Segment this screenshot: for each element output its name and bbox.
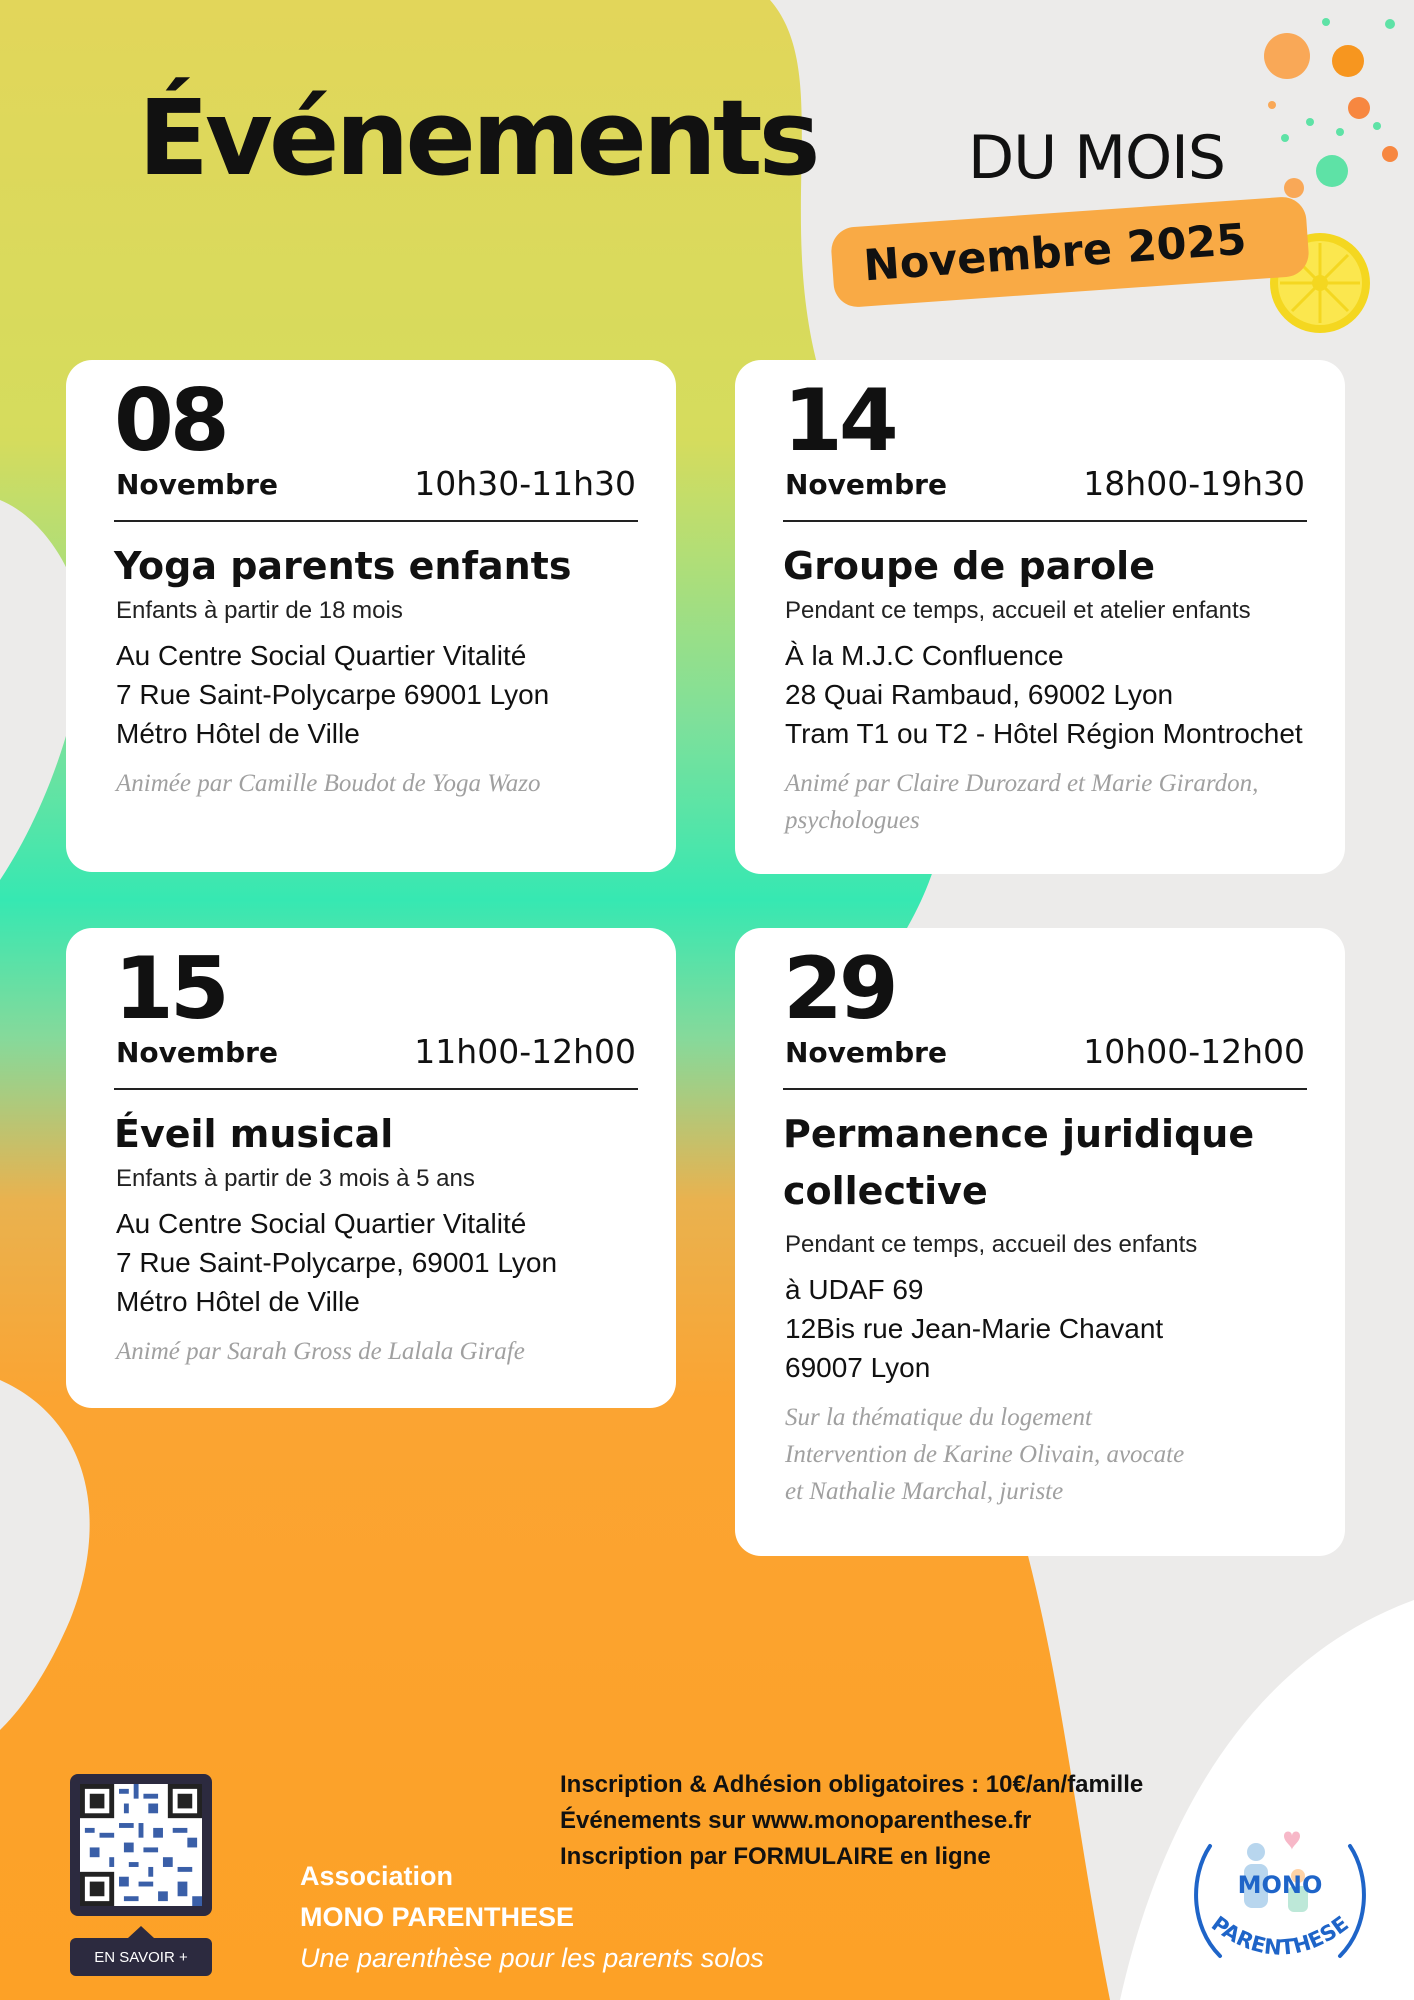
mono-parenthese-logo — [1180, 1816, 1380, 1986]
event-address-line: Tram T1 ou T2 - Hôtel Région Montrochet — [785, 718, 1303, 749]
event-time: 11h00-12h00 — [414, 1032, 636, 1071]
event-card-permanence-juridique — [735, 928, 1345, 1556]
event-address-line: 28 Quai Rambaud, 69002 Lyon — [785, 679, 1174, 710]
event-day: 14 — [783, 371, 895, 471]
event-host: Animé par Sarah Gross de Lalala Girafe — [116, 1338, 525, 1365]
divider — [783, 1088, 1307, 1090]
event-title: Groupe de parole — [783, 544, 1155, 588]
logo-text-top: MONO — [1237, 1871, 1323, 1899]
event-title: Éveil musical — [114, 1112, 394, 1156]
event-title: Yoga parents enfants — [114, 544, 572, 588]
decorative-dots — [1264, 18, 1398, 198]
event-host: Animé par Claire Durozard et Marie Girardon, — [785, 770, 1259, 797]
event-day: 29 — [783, 939, 895, 1039]
assoc-tagline: Une parenthèse pour les parents solos — [300, 1943, 764, 1973]
event-month: Novembre — [116, 1036, 278, 1069]
event-address-line: à UDAF 69 — [785, 1274, 924, 1305]
assoc-name: MONO PARENTHESE — [300, 1902, 575, 1932]
info-line: Inscription & Adhésion obligatoires : 10€/an/famille — [560, 1771, 1144, 1798]
event-card-eveil-musical — [66, 928, 676, 1408]
event-address-line: 7 Rue Saint-Polycarpe 69001 Lyon — [116, 679, 550, 710]
month-label: Novembre 2025 — [862, 214, 1248, 292]
event-address-line: Au Centre Social Quartier Vitalité — [116, 640, 527, 671]
divider — [783, 520, 1307, 522]
event-card-yoga — [66, 360, 676, 872]
event-note-line: Sur la thématique du logement — [785, 1404, 1092, 1431]
event-address-line: 69007 Lyon — [785, 1352, 931, 1383]
divider — [114, 520, 638, 522]
event-month: Novembre — [116, 468, 278, 501]
event-note-line: Intervention de Karine Olivain, avocate — [785, 1441, 1185, 1468]
qr-code-icon — [80, 1784, 202, 1906]
page-subtitle: DU MOIS — [968, 123, 1225, 193]
event-time: 10h00-12h00 — [1083, 1032, 1305, 1071]
page-title: Événements — [138, 77, 817, 199]
event-time: 18h00-19h30 — [1083, 464, 1305, 503]
event-audience: Enfants à partir de 18 mois — [116, 597, 403, 624]
logo-text-bottom: PARENTHESE — [1207, 1911, 1353, 1960]
assoc-label: Association — [300, 1861, 454, 1891]
event-day: 15 — [114, 939, 226, 1039]
event-host: Animée par Camille Boudot de Yoga Wazo — [116, 770, 541, 797]
event-month: Novembre — [785, 1036, 947, 1069]
event-card-groupe-parole — [735, 360, 1345, 874]
event-title: collective — [783, 1169, 988, 1213]
event-title: Permanence juridique — [783, 1112, 1255, 1156]
event-month: Novembre — [785, 468, 947, 501]
event-address-line: 7 Rue Saint-Polycarpe, 69001 Lyon — [116, 1247, 558, 1278]
event-audience: Pendant ce temps, accueil et atelier enfants — [785, 597, 1251, 624]
event-address-line: Métro Hôtel de Ville — [116, 718, 360, 749]
info-line: Événements sur www.monoparenthese.fr — [560, 1807, 1032, 1834]
info-line: Inscription par FORMULAIRE en ligne — [560, 1843, 991, 1870]
event-host: psychologues — [785, 807, 920, 834]
event-address-line: Au Centre Social Quartier Vitalité — [116, 1208, 527, 1239]
svg-text:PARENTHESE — [1207, 1911, 1353, 1959]
event-address-line: Métro Hôtel de Ville — [116, 1286, 360, 1317]
event-time: 10h30-11h30 — [414, 464, 636, 503]
divider — [114, 1088, 638, 1090]
event-audience: Pendant ce temps, accueil des enfants — [785, 1231, 1198, 1258]
qr-code[interactable] — [70, 1774, 212, 1916]
event-address-line: 12Bis rue Jean-Marie Chavant — [785, 1313, 1164, 1344]
en-savoir-button[interactable]: EN SAVOIR + — [70, 1938, 212, 1976]
event-audience: Enfants à partir de 3 mois à 5 ans — [116, 1165, 475, 1192]
event-note-line: et Nathalie Marchal, juriste — [785, 1478, 1064, 1505]
event-day: 08 — [114, 371, 226, 471]
event-address-line: À la M.J.C Confluence — [785, 640, 1064, 671]
